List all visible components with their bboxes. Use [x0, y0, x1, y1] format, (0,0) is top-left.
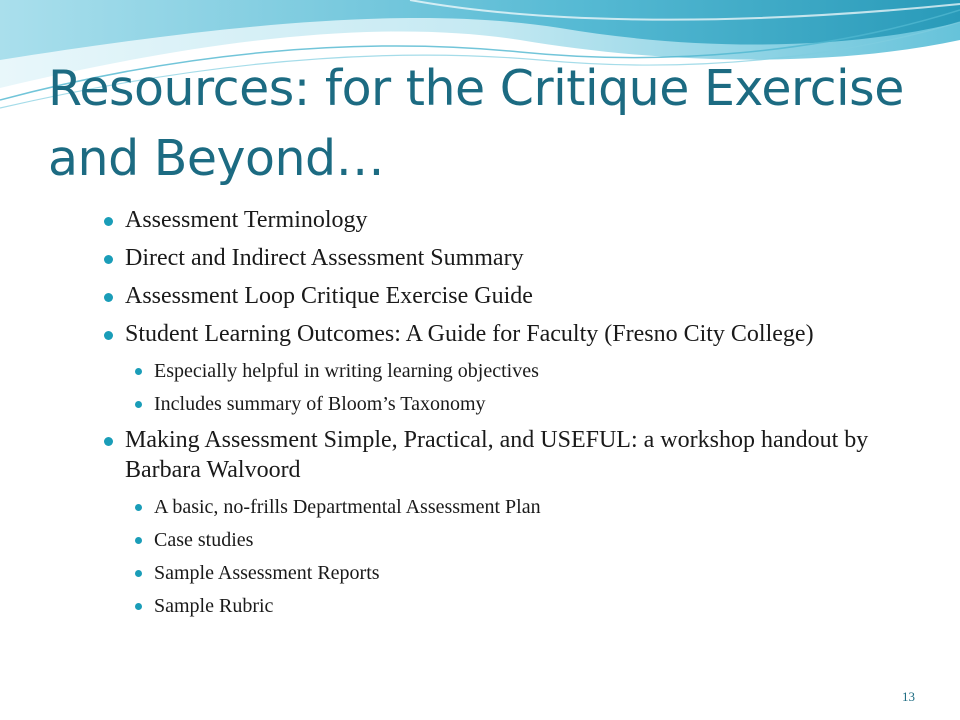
- bullet-icon: [104, 255, 113, 264]
- bullet-icon: [135, 570, 142, 577]
- sub-list: [125, 494, 884, 619]
- sub-list-item: [125, 593, 884, 619]
- list-item-text: Assessment Loop Critique Exercise Guide: [125, 283, 533, 309]
- bullet-icon: [135, 603, 142, 610]
- sub-list-item: [125, 358, 884, 384]
- bullet-icon: [135, 401, 142, 408]
- list-item-text: Direct and Indirect Assessment Summary: [125, 245, 524, 271]
- slide-title: [48, 54, 928, 194]
- bullet-icon: [104, 437, 113, 446]
- page-number: 13: [902, 689, 915, 704]
- list-item: [104, 425, 884, 619]
- resource-list: [104, 205, 884, 627]
- bullet-icon: [104, 217, 113, 226]
- sub-list-item: [125, 560, 884, 586]
- bullet-icon: [104, 331, 113, 340]
- sub-list-item-text: Sample Rubric: [154, 595, 274, 617]
- bullet-icon: [135, 537, 142, 544]
- sub-list-item-text: Case studies: [154, 529, 254, 551]
- sub-list-item-text: Especially helpful in writing learning objectives: [154, 360, 539, 382]
- list-item-text: Student Learning Outcomes: A Guide for Faculty (Fresno City College): [125, 321, 814, 347]
- bullet-icon: [104, 293, 113, 302]
- sub-list-item-text: Includes summary of Bloom’s Taxonomy: [154, 393, 486, 415]
- bullet-icon: [135, 504, 142, 511]
- sub-list-item: [125, 494, 884, 520]
- sub-list-item: [125, 391, 884, 417]
- sub-list-item-text: Sample Assessment Reports: [154, 562, 380, 584]
- list-item-text: Making Assessment Simple, Practical, and USEFUL: a workshop handout by Barbara Walvoord: [125, 427, 869, 483]
- list-item: [104, 281, 884, 311]
- list-item: [104, 243, 884, 273]
- sub-list: [125, 358, 884, 417]
- sub-list-item: [125, 527, 884, 553]
- list-item: [104, 319, 884, 417]
- list-item: [104, 205, 884, 235]
- slide-title-line-2: and Beyond…: [48, 130, 385, 187]
- slide-title-line-1: Resources: for the Critique Exercise: [48, 60, 904, 117]
- sub-list-item-text: A basic, no-frills Departmental Assessment Plan: [154, 496, 541, 518]
- bullet-icon: [135, 368, 142, 375]
- list-item-text: Assessment Terminology: [125, 207, 368, 233]
